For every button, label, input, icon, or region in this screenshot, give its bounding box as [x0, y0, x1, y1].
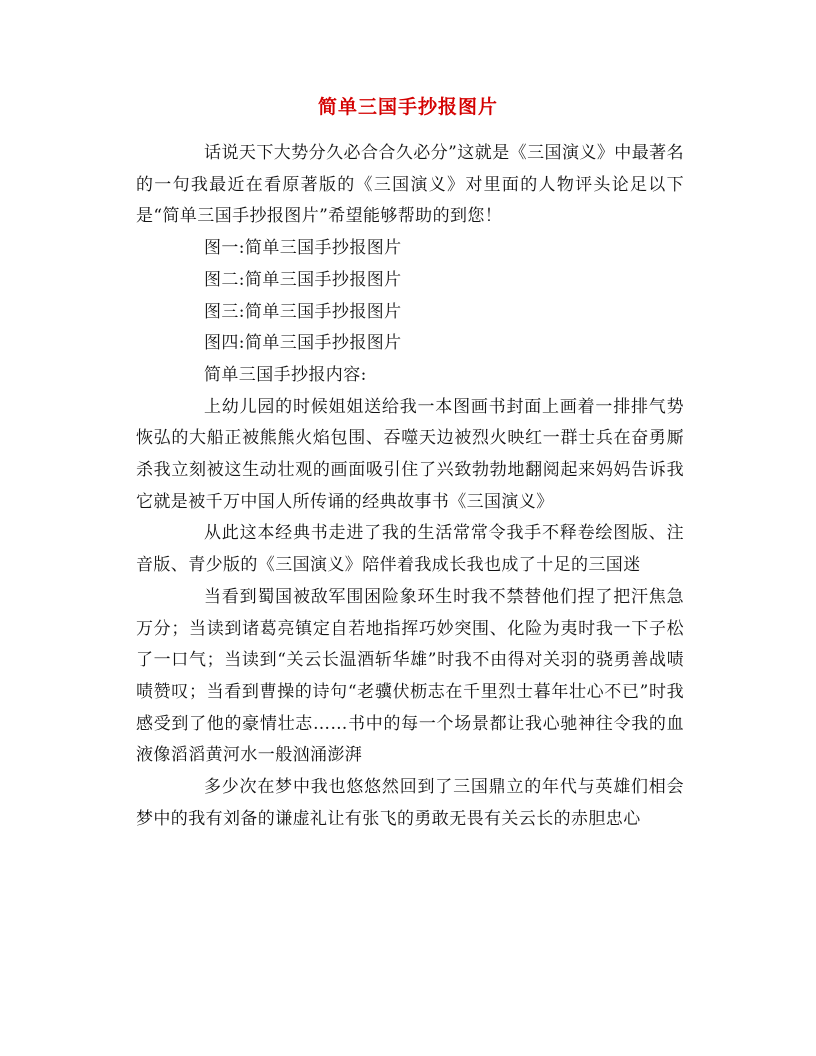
figure-caption-1: 图一:简单三国手抄报图片	[204, 238, 402, 259]
body-paragraph-2: 从此这本经典书走进了我的生活常常令我手不释卷绘图版、注音版、青少版的《三国演义》陪伴着我成长我也成了十足的三国迷	[136, 523, 684, 576]
figure-caption-3: 图三:简单三国手抄报图片	[204, 301, 402, 322]
figure-caption-4: 图四:简单三国手抄报图片	[204, 333, 402, 354]
content-heading: 简单三国手抄报内容:	[204, 364, 367, 385]
figure-caption-2: 图二:简单三国手抄报图片	[204, 269, 402, 290]
document-body	[136, 138, 684, 835]
document-title: 简单三国手抄报图片	[317, 96, 498, 118]
body-paragraph-1: 上幼儿园的时候姐姐送给我一本图画书封面上画着一排排气势恢弘的大船正被熊熊火焰包围、吞噬天边被烈火映红一群士兵在奋勇厮杀我立刻被这生动壮观的画面吸引住了兴致勃勃地翻阅起来妈妈告诉我它就是被千万中国人所传诵的经典故事书《三国演义》	[136, 396, 684, 512]
body-paragraph-3: 当看到蜀国被敌军围困险象环生时我不禁替他们捏了把汗焦急万分；当读到诸葛亮镇定自若地指挥巧妙突围、化险为夷时我一下子松了一口气；当读到“关云长温酒斩华雄”时我不由得对关羽的骁勇善战啧啧赞叹；当看到曹操的诗句“老骥伏枥志在千里烈士暮年壮心不已”时我感受到了他的豪情壮志……书中的每一个场景都让我心驰神往令我的血液像滔滔黄河水一般汹涌澎湃	[136, 586, 684, 766]
intro-paragraph: 话说天下大势分久必合合久必分”这就是《三国演义》中最著名的一句我最近在看原著版的《三国演义》对里面的人物评头论足以下是“简单三国手抄报图片”希望能够帮助的到您！	[136, 143, 684, 227]
body-paragraph-4: 多少次在梦中我也悠悠然回到了三国鼎立的年代与英雄们相会梦中的我有刘备的谦虚礼让有张飞的勇敢无畏有关云长的赤胆忠心	[136, 777, 684, 829]
